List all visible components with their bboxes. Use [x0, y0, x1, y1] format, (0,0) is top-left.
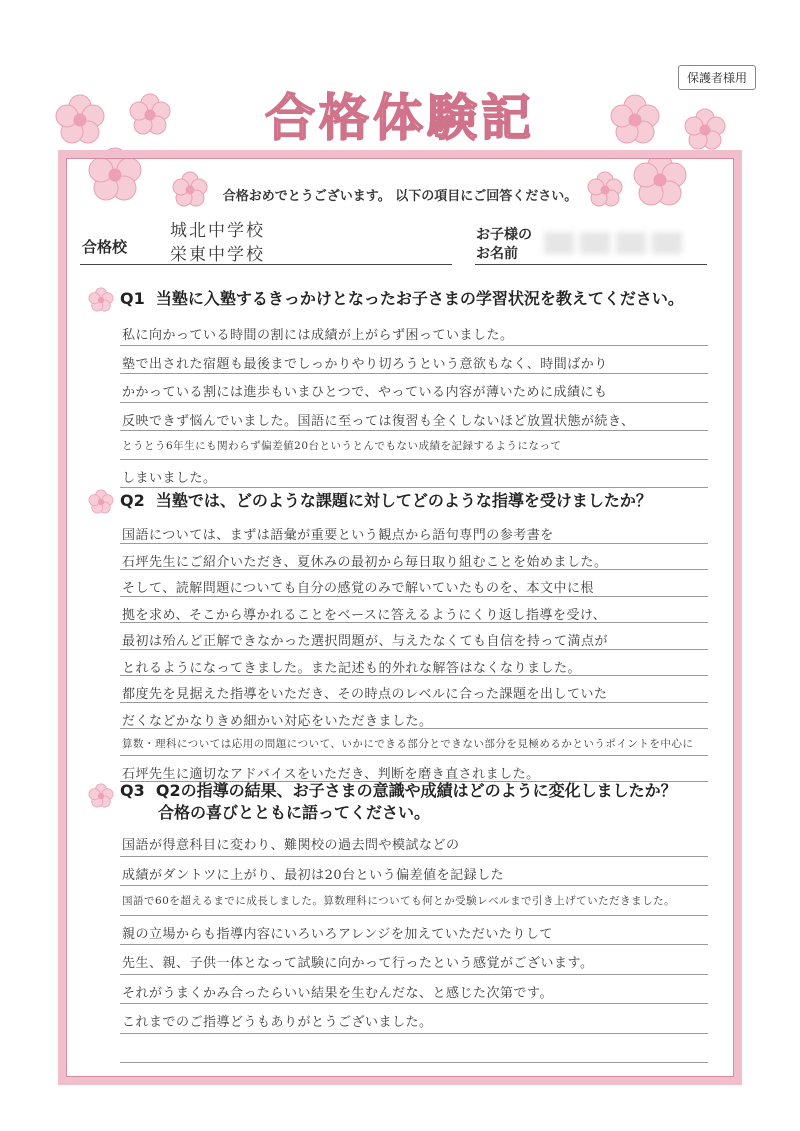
answer-line: 石坪先生にご紹介いただき、夏休みの最初から毎日取り組むことを始めました。	[122, 554, 608, 570]
answer-line: 石坪先生に適切なアドバイスをいただき、判断を磨き直されました。	[122, 766, 540, 782]
answer-line: そして、読解問題についても自分の感覚のみで解いていたものを、本文中に根	[122, 581, 594, 596]
q1-number: Q1	[120, 289, 145, 308]
answer-line: しまいました。	[122, 470, 217, 486]
answer-rule-line	[120, 755, 708, 756]
answer-line: だくなどかなりきめ細かい対応をいただきました。	[122, 713, 433, 729]
answer-line: 親の立場からも指導内容にいろいろアレンジを加えていただいたりして	[122, 926, 553, 942]
answer-rule-line	[120, 459, 708, 460]
q1-text: 当塾に入塾するきっかけとなったお子さまの学習状況を教えてください。	[155, 289, 684, 308]
answer-line: 最初は殆んど正解できなかった選択問題が、与えたなくても自信を持って満点が	[122, 634, 609, 649]
child-name-label-line1: お子様の	[476, 227, 532, 243]
answer-rule-line	[120, 430, 708, 431]
answer-line: これまでのご指導どうもありがとうございました。	[122, 1015, 433, 1030]
answer-line: 先生、親、子供一体となって試験に向かって行ったという感覚がございます。	[122, 956, 594, 971]
child-name-label	[476, 226, 532, 264]
q3-blossom-icon	[88, 783, 114, 809]
child-name-label-line2: お名前	[476, 246, 518, 262]
answer-rule-line	[120, 1033, 708, 1034]
answer-rule-line	[120, 345, 708, 346]
answer-line: 成績がダントツに上がり、最初は20台という偏差値を記録した	[122, 867, 505, 883]
answer-rule-line	[120, 974, 708, 975]
answer-line: 都度先を見据えた指導をいただき、その時点のレベルに合った課題を出していた	[122, 687, 608, 702]
answer-line: 国語については、まずは語彙が重要という観点から語句専門の参考書を	[122, 528, 554, 543]
answer-rule-line	[120, 402, 708, 403]
school-label: 合格校	[82, 238, 128, 256]
q3-number: Q3	[120, 781, 145, 800]
answer-rule-line	[120, 944, 708, 945]
answer-rule-line	[120, 856, 708, 857]
answer-line: それがうまくかみ合ったらいい結果を生むんだな、と感じた次第です。	[122, 985, 553, 1001]
answer-line: 塾で出された宿題も最後までしっかりやり切ろうという意欲もなく、時間ばかり	[122, 356, 608, 372]
answer-rule-line	[120, 915, 708, 916]
q3-heading	[120, 780, 677, 824]
answer-line: 反映できず悩んでいました。国語に至っては復習も全くしないほど放置状態が続き、	[122, 413, 635, 429]
q2-blossom-icon	[88, 489, 114, 515]
q2-text: 当塾では、どのような課題に対してどのような指導を受けましたか？	[155, 491, 652, 510]
q2-number: Q2	[120, 491, 145, 510]
answer-rule-line	[120, 1003, 708, 1004]
q1-heading	[120, 288, 684, 310]
q1-blossom-icon	[88, 287, 114, 313]
answer-line: 私に向かっている時間の割には成績が上がらず困っていました。	[122, 328, 514, 343]
q2-heading	[120, 490, 652, 512]
greeting-text: 合格おめでとうございます。 以下の項目にご回答ください。	[222, 189, 578, 204]
child-name-redacted	[544, 232, 682, 254]
answer-line: とれるようになってきました。また記述も的外れな解答はなくなりました。	[122, 660, 582, 676]
parent-use-tag: 保護者様用	[678, 65, 756, 90]
answer-line: 国語で60を超えるまでに成長しました。算数理科についても何とか受験レベルまで引き上げていただきました。	[122, 895, 676, 907]
answer-line: 算数・理科については応用の問題について、いかにできる部分とできない部分を見極めるかというポイントを中心に	[122, 738, 694, 750]
answer-rule-line	[120, 1062, 708, 1063]
school-underline	[80, 264, 452, 265]
answer-line: 国語が得意科目に変わり、難関校の過去問や模試などの	[122, 838, 460, 853]
school-name-1: 城北中学校	[170, 221, 265, 241]
q3-text: Q2の指導の結果、お子さまの意識や成績はどのように変化しましたか？	[155, 781, 677, 800]
answer-line: かかっている割には進歩もいまひとつで、やっている内容が薄いために成績にも	[122, 385, 608, 400]
answer-rule-line	[120, 885, 708, 886]
school-name-2: 栄東中学校	[170, 245, 265, 265]
answer-line: とうとう6年生にも関わらず偏差値20台というとんでもない成績を記録するようになって	[122, 440, 562, 452]
page-title: 合格体験記	[265, 89, 535, 147]
q3-text-line2: 合格の喜びとともに語ってください。	[158, 803, 431, 822]
answer-line: 拠を求め、そこから導かれることをベースに答えるようにくり返し指導を受け、	[122, 607, 607, 623]
name-underline	[475, 264, 707, 265]
answer-rule-line	[120, 373, 708, 374]
answer-rule-line	[120, 487, 708, 488]
